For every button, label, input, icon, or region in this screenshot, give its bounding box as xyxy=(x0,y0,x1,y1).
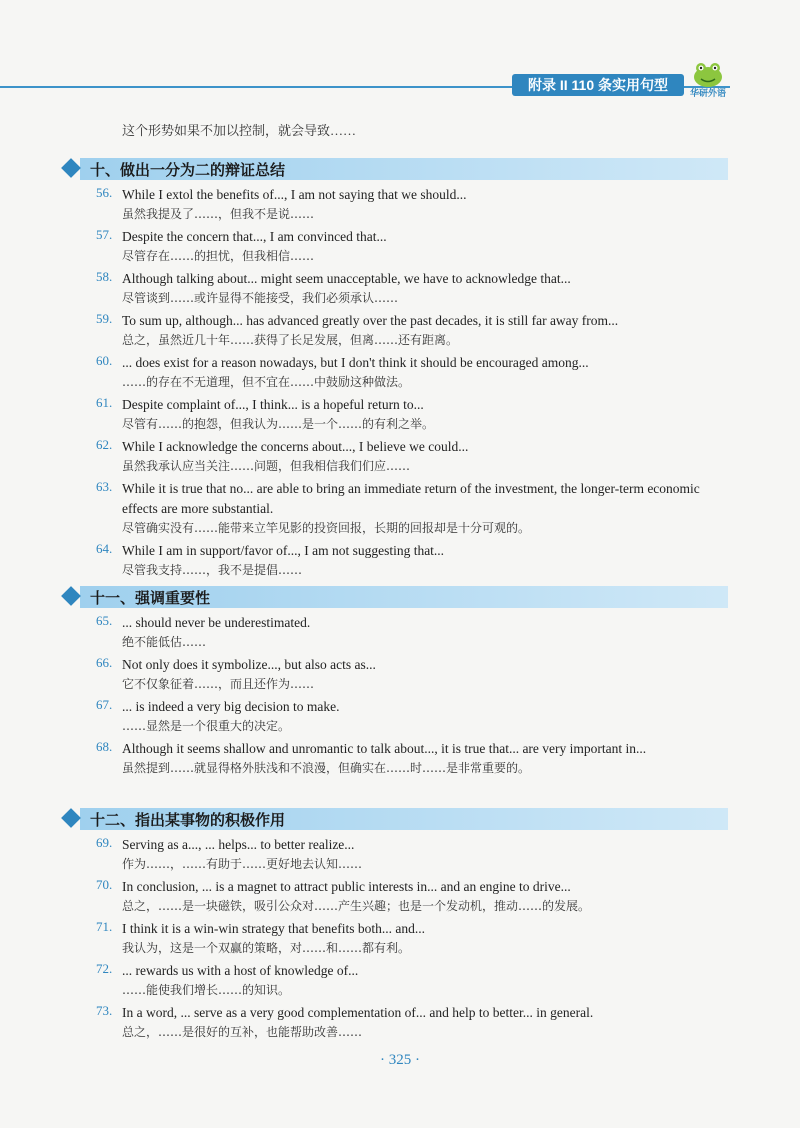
diamond-icon xyxy=(61,586,81,606)
section-header xyxy=(60,586,728,610)
entry-chinese: 虽然提到……就显得格外肤浅和不浪漫，但确实在……时……是非常重要的。 xyxy=(122,761,531,775)
entry-number: 67. xyxy=(96,697,113,712)
entry-chinese: ……能使我们增长……的知识。 xyxy=(122,983,291,997)
entry-number: 57. xyxy=(96,227,113,242)
entry-english: Although it seems shallow and unromantic to talk about..., it is true that... are very important in... xyxy=(122,741,647,756)
entry-number: 56. xyxy=(96,185,113,200)
entry-english: Not only does it symbolize..., but also acts as... xyxy=(122,657,376,672)
list-item xyxy=(60,395,728,434)
frog-icon xyxy=(684,60,732,88)
section-header xyxy=(60,808,728,832)
entry-chinese: 我认为，这是一个双赢的策略，对……和……都有利。 xyxy=(122,941,411,955)
list-item xyxy=(60,311,728,350)
entry-english: ... is indeed a very big decision to make. xyxy=(122,699,340,714)
entry-english: Despite complaint of..., I think... is a hopeful return to... xyxy=(122,397,424,412)
list-item xyxy=(60,655,728,694)
list-item xyxy=(60,541,728,580)
entry-number: 65. xyxy=(96,613,113,628)
entry-number: 63. xyxy=(96,479,113,494)
diamond-icon xyxy=(61,808,81,828)
entry-number: 62. xyxy=(96,437,113,452)
entry-english: While I extol the benefits of..., I am not saying that we should... xyxy=(122,187,467,202)
entry-chinese: 绝不能低估…… xyxy=(122,635,207,649)
section-header xyxy=(60,158,728,182)
entry-english: ... does exist for a reason nowadays, but I don't think it should be encouraged among... xyxy=(122,355,589,370)
entry-english: Despite the concern that..., I am convinced that... xyxy=(122,229,387,244)
entry-chinese: 尽管存在……的担忧，但我相信…… xyxy=(122,249,315,263)
intro-line: 这个形势如果不加以控制，就会导致…… xyxy=(122,123,357,138)
entry-number: 64. xyxy=(96,541,113,556)
list-item xyxy=(60,185,728,224)
list-item xyxy=(60,919,728,958)
entry-english: ... should never be underestimated. xyxy=(122,615,311,630)
publisher-logo xyxy=(684,60,732,104)
entry-number: 72. xyxy=(96,961,113,976)
entry-number: 58. xyxy=(96,269,113,284)
entry-chinese: 总之，……是很好的互补，也能帮助改善…… xyxy=(122,1025,363,1039)
entry-number: 59. xyxy=(96,311,113,326)
entry-english: While I acknowledge the concerns about..., I believe we could... xyxy=(122,439,469,454)
entry-english: To sum up, although... has advanced greatly over the past decades, it is still far away from... xyxy=(122,313,619,328)
entry-chinese: 尽管谈到……或许显得不能接受，我们必须承认…… xyxy=(122,291,399,305)
list-item xyxy=(60,697,728,736)
entry-english: In a word, ... serve as a very good complementation of... and help to better... in general. xyxy=(122,1005,594,1020)
entry-number: 69. xyxy=(96,835,113,850)
entry-chinese: ……的存在不无道理，但不宜在……中鼓励这种做法。 xyxy=(122,375,411,389)
entry-chinese: 它不仅象征着……，而且还作为…… xyxy=(122,677,315,691)
entry-chinese: 虽然我承认应当关注……问题，但我相信我们们应…… xyxy=(122,459,411,473)
entry-chinese: 尽管确实没有……能带来立竿见影的投资回报，长期的回报却是十分可观的。 xyxy=(122,521,531,535)
entry-chinese: ……显然是一个很重大的决定。 xyxy=(122,719,291,733)
entry-english: While I am in support/favor of..., I am not suggesting that... xyxy=(122,543,445,558)
entry-number: 73. xyxy=(96,1003,113,1018)
list-item xyxy=(60,227,728,266)
logo-text: 华研外语 xyxy=(689,88,726,98)
section-title: 十二、指出某事物的积极作用 xyxy=(90,811,286,829)
list-item xyxy=(60,479,728,538)
entry-english: I think it is a win-win strategy that benefits both... and... xyxy=(122,921,425,936)
list-item xyxy=(60,835,728,874)
entry-number: 60. xyxy=(96,353,113,368)
entry-english: While it is true that no... are able to bring an immediate return of the investment, the longer-term economic effects are more substantial. xyxy=(122,481,700,516)
section-title: 十一、强调重要性 xyxy=(90,589,211,607)
entry-number: 66. xyxy=(96,655,113,670)
list-item xyxy=(60,437,728,476)
diamond-icon xyxy=(61,158,81,178)
entry-chinese: 虽然我提及了……，但我不是说…… xyxy=(122,207,315,221)
entry-english: Serving as a..., ... helps... to better realize... xyxy=(122,837,355,852)
list-item xyxy=(60,961,728,1000)
list-item xyxy=(60,739,728,778)
entry-chinese: 尽管有……的抱怨，但我认为……是一个……的有利之举。 xyxy=(122,417,435,431)
entry-number: 71. xyxy=(96,919,113,934)
header-tab: 附录 II 110 条实用句型 xyxy=(512,74,684,96)
entry-english: Although talking about... might seem unacceptable, we have to acknowledge that... xyxy=(122,271,571,286)
section-title: 十、做出一分为二的辩证总结 xyxy=(90,161,286,179)
entry-english: ... rewards us with a host of knowledge of... xyxy=(122,963,359,978)
list-item xyxy=(60,613,728,652)
section-10 xyxy=(60,158,728,580)
entry-number: 68. xyxy=(96,739,113,754)
entry-chinese: 总之，虽然近几十年……获得了长足发展，但离……还有距离。 xyxy=(122,333,459,347)
entry-number: 61. xyxy=(96,395,113,410)
entry-chinese: 总之，……是一块磁铁，吸引公众对……产生兴趣；也是一个发动机，推动……的发展。 xyxy=(122,899,591,913)
list-item xyxy=(60,269,728,308)
section-11 xyxy=(60,586,728,778)
page-number: · 325 · xyxy=(380,1052,420,1068)
list-item xyxy=(60,877,728,916)
list-item xyxy=(60,1003,728,1042)
entry-number: 70. xyxy=(96,877,113,892)
entry-chinese: 作为……，……有助于……更好地去认知…… xyxy=(122,857,363,871)
section-12 xyxy=(60,808,728,1042)
entry-chinese: 尽管我支持……，我不是提倡…… xyxy=(122,563,303,577)
list-item xyxy=(60,353,728,392)
entry-english: In conclusion, ... is a magnet to attract public interests in... and an engine to drive... xyxy=(122,879,571,894)
